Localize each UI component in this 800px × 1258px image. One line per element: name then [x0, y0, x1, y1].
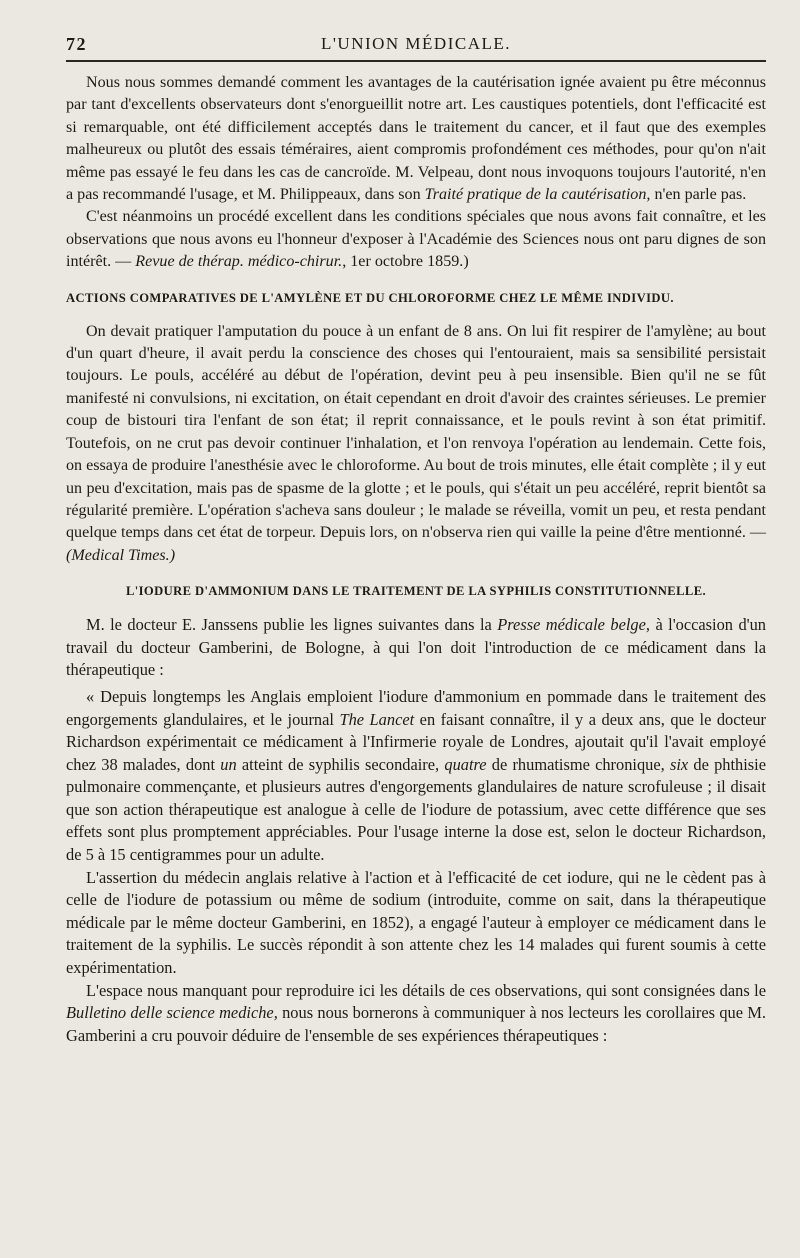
paragraph-text: n'en parle pas. [650, 186, 747, 204]
journal-name-italic: The Lancet [339, 709, 415, 729]
paragraph-text: en faisant connaître, il y a deux ans, que le docteur Richardson expérimentait ce médicament à l'Infirmerie royale de Londres, ajoutait qu'il l'avait employé chez 38 malades, dont [66, 709, 766, 774]
journal-title: L'UNION MÉDICALE. [320, 34, 512, 53]
emphasis-italic: quatre [444, 754, 487, 774]
paragraph-text: de rhumatisme chronique, [486, 754, 670, 774]
paragraph-text: M. le docteur E. Janssens publie les lignes suivantes dans la [86, 615, 498, 635]
paragraph-assertion [66, 867, 766, 980]
source-citation-italic: (Medical Times.) [66, 546, 176, 564]
paragraph-text: de phthisie pulmonaire commençante, et plusieurs autres d'engorgements glandulaires de nature scrofuleuse ; il disait que son action thérapeutique est analogue à celle de l'iodure de potassium, avec cette différence que ses effets sont plus promptement appréciables. Pour l'usage interne la dose est, selon le docteur Richardson, de 5 à 15 centigrammes pour un adulte. [66, 754, 766, 865]
paragraph-janssens [66, 614, 766, 682]
paragraph-cauterisation [66, 72, 766, 206]
paragraph-text: C'est néanmoins un procédé excellent dans les conditions spéciales que nous avons fait connaître, et les observations que nous avons eu l'honneur d'exposer à l'Académie des Sciences nous ont paru dignes de son intérêt. — [66, 208, 766, 271]
emphasis-italic: un [220, 754, 237, 774]
paragraph-text: L'assertion du médecin anglais relative à l'action et à l'efficacité de cet iodure, qui ne le cèdent pas à celle de l'iodure de potassium ou même de sodium (introduite, comme on sait, dans la thérapeutique médicale par le même docteur Gamberini, en 1852), a engagé l'auteur à employer ce médicament dans le traitement de la syphilis. Le succès répondit à son attente chez les 14 malades qui furent soumis à cette expérimentation. [66, 867, 766, 978]
paragraph-text: L'espace nous manquant pour reproduire ici les détails de ces observations, qui sont consignées dans le [86, 980, 766, 1000]
paragraph-text: Nous nous sommes demandé comment les avantages de la cautérisation ignée avaient pu être méconnus par tant d'excellents observateurs dont s'enorgueillit notre art. Les caustiques potentiels, dont l'efficacité est si remarquable, ont été difficilement acceptés dans le traitement du cancer, et il faut que des exemples malheureux ou plutôt des essais téméraires, aient compromis profondément ces méthodes, pour qu'on n'ait même pas essayé le feu dans les cas de cancroïde. M. Velpeau, dont nous invoquons toujours l'autorité, n'en a pas recommandé l'usage, et M. Philippeaux, dans son [66, 74, 766, 204]
paragraph-text: atteint de syphilis secondaire, [236, 754, 445, 774]
journal-name-italic: Bulletino delle science mediche, [66, 1003, 278, 1023]
paragraph-amputation [66, 321, 766, 567]
header-rule [66, 60, 766, 62]
running-header [66, 26, 766, 60]
paragraph-text: « Depuis longtemps les Anglais emploient l'iodure d'ammonium en pommade dans le traitement des engorgements glandulaires, et le journal [66, 686, 766, 729]
paragraph-text: , 1er octobre 1859.) [342, 253, 469, 271]
section-heading-amylene: ACTIONS COMPARATIVES DE L'AMYLÈNE ET DU CHLOROFORME CHEZ LE MÊME INDIVIDU. [66, 290, 674, 305]
paragraph-procede [66, 206, 766, 273]
paragraph-quote-anglais [66, 686, 766, 867]
paragraph-espace [66, 980, 766, 1048]
paragraph-text: à l'occasion d'un travail du docteur Gamberini, de Bologne, à qui l'on doit l'introduction de ce médicament dans la thérapeutique : [66, 615, 766, 680]
journal-name-italic: Presse médicale belge, [497, 615, 650, 635]
paragraph-text: On devait pratiquer l'amputation du pouce à un enfant de 8 ans. On lui fit respirer de l'amylène; au bout d'un quart d'heure, il avait perdu la conscience des choses qui l'entouraient, mais sa sensibilité persistait toujours. Le pouls, accéléré au début de l'opération, devint peu à peu insensible. Bien qu'il ne se fût manifesté ni convulsions, ni excitation, on était cependant en droit d'avoir des craintes sérieuses. Le premier coup de bistouri tira l'enfant de son état; il reprit connaissance, et le pouls revint à son état primitif. Toutefois, on ne crut pas devoir continuer l'inhalation, et l'on renvoya l'opération au lendemain. Cette fois, on essaya de produire l'anesthésie avec le chloroforme. Au bout de trois minutes, elle était complète ; il y eut un peu d'excitation, mais pas de spasme de la glotte ; et le pouls, qui s'était un peu accéléré, reprit bientôt sa régularité première. L'opération s'acheva sans douleur ; le malade se réveilla, vomit un peu, et resta pendant quelque temps dans cet état de torpeur. Depuis lors, on n'observa rien qui vaille la peine d'être mentionné. — [66, 322, 766, 542]
paragraph-text: nous nous bornerons à communiquer à nos lecteurs les corollaires que M. Gamberini a cru pouvoir déduire de l'ensemble de ses expériences thérapeutiques : [66, 1003, 766, 1045]
source-citation-italic: Revue de thérap. médico-chirur. [135, 253, 343, 271]
section-heading-iodure: L'IODURE D'AMMONIUM DANS LE TRAITEMENT DE LA SYPHILIS CONSTITUTIONNELLE. [125, 584, 707, 599]
page-number: 72 [66, 34, 87, 54]
emphasis-italic: six [669, 754, 689, 774]
book-title-italic: Traité pratique de la cautérisation, [424, 186, 651, 204]
